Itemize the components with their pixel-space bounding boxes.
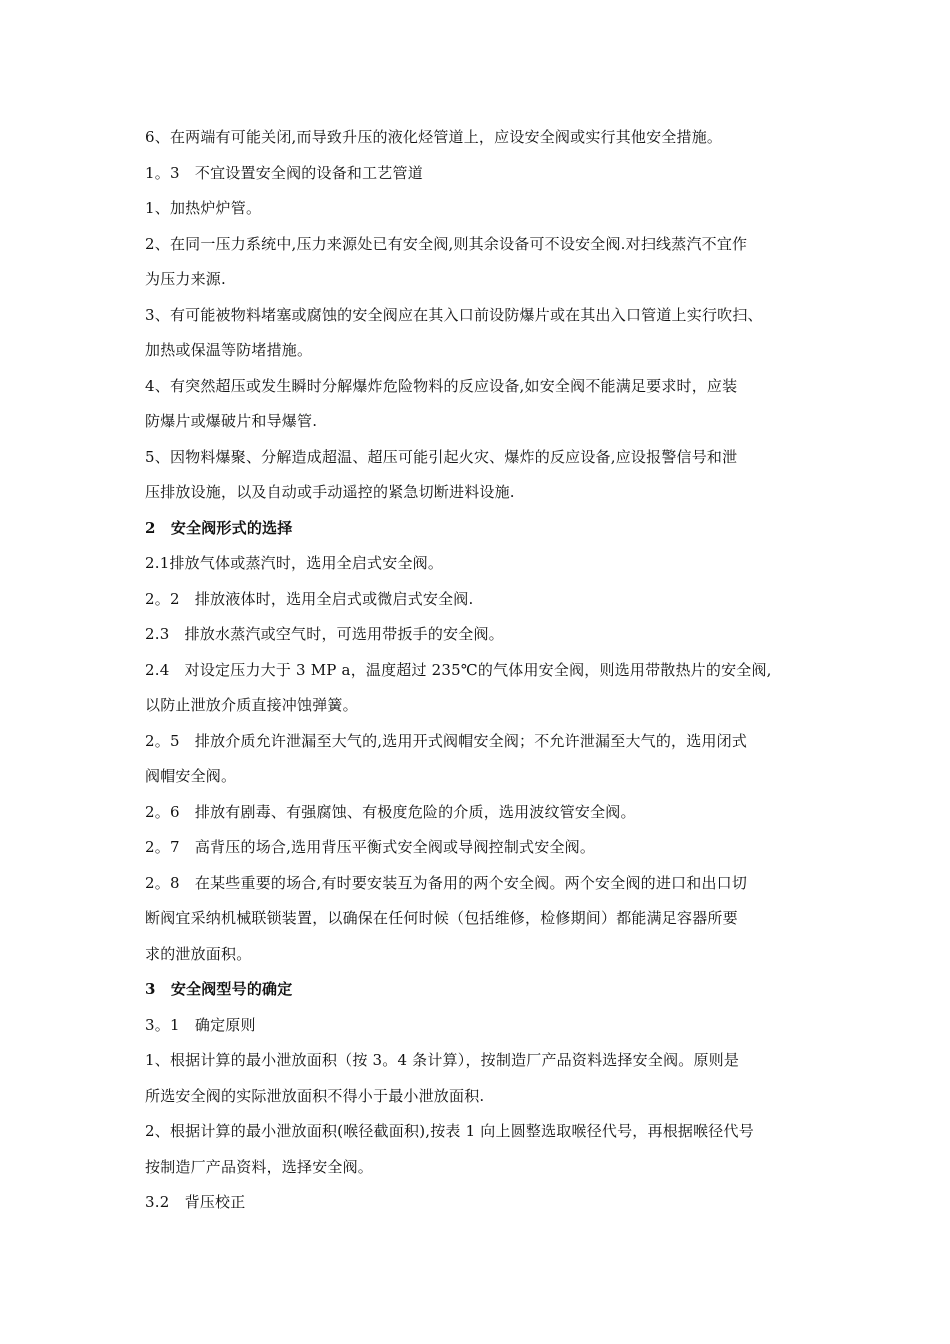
text-line: 2。6 排放有剧毒、有强腐蚀、有极度危险的介质，选用波纹管安全阀。: [145, 802, 636, 821]
text-line: 按制造厂产品资料，选择安全阀。: [145, 1157, 374, 1176]
text-line: 3。1 确定原则: [145, 1015, 256, 1034]
text-line: 为压力来源.: [145, 270, 226, 288]
text-line: 2、根据计算的最小泄放面积(喉径截面积),按表 1 向上圆整选取喉径代号，再根据喉径代号: [145, 1122, 754, 1140]
text-line: 加热或保温等防堵措施。: [145, 341, 313, 359]
text-line: 1、根据计算的最小泄放面积（按 3。4 条计算），按制造厂产品资料选择安全阀。原则是: [145, 1051, 740, 1069]
section-heading: 3 安全阀型号的确定: [145, 980, 293, 998]
text-line: 断阀宜采纳机械联锁装置，以确保在任何时候（包括维修，检修期间）都能满足容器所要: [145, 909, 738, 927]
text-line: 2。8 在某些重要的场合,有时要安装互为备用的两个安全阀。两个安全阀的进口和出口切: [145, 873, 748, 892]
text-line: 1、加热炉炉管。: [145, 199, 262, 217]
text-line: 5、因物料爆聚、分解造成超温、超压可能引起火灾、爆炸的反应设备,应设报警信号和泄: [145, 447, 738, 466]
text-line: 求的泄放面积。: [145, 944, 252, 963]
text-line: 2。2 排放液体时，选用全启式或微启式安全阀.: [145, 589, 474, 608]
text-line: 2.3 排放水蒸汽或空气时，可选用带扳手的安全阀。: [145, 625, 504, 643]
text-line: 所选安全阀的实际泄放面积不得小于最小泄放面积.: [145, 1086, 485, 1105]
text-line: 阀帽安全阀。: [145, 767, 237, 785]
text-line: 2.1排放气体或蒸汽时，选用全启式安全阀。: [145, 554, 444, 572]
text-line: 3、有可能被物料堵塞或腐蚀的安全阀应在其入口前设防爆片或在其出入口管道上实行吹扫、: [145, 305, 763, 324]
document-body: [145, 120, 825, 1221]
text-line: 2、在同一压力系统中,压力来源处已有安全阀,则其余设备可不设安全阀.对扫线蒸汽不宜作: [145, 234, 748, 253]
text-line: 6、在两端有可能关闭,而导致升压的液化烃管道上，应设安全阀或实行其他安全措施。: [145, 128, 723, 146]
text-line: 4、有突然超压或发生瞬时分解爆炸危险物料的反应设备,如安全阀不能满足要求时，应装: [145, 376, 738, 395]
text-line: 2。7 高背压的场合,选用背压平衡式安全阀或导阀控制式安全阀。: [145, 838, 596, 856]
text-line: 防爆片或爆破片和导爆管.: [145, 412, 318, 430]
section-heading: 2 安全阀形式的选择: [145, 518, 293, 537]
text-line: 1。3 不宜设置安全阀的设备和工艺管道: [145, 163, 423, 182]
text-line: 2。5 排放介质允许泄漏至大气的,选用开式阀帽安全阀；不允许泄漏至大气的，选用闭式: [145, 731, 748, 750]
text-line: 3.2 背压校正: [145, 1193, 246, 1211]
text-line: 以防止泄放介质直接冲蚀弹簧。: [145, 696, 358, 714]
text-line: 压排放设施，以及自动或手动遥控的紧急切断进料设施.: [145, 483, 515, 501]
text-line: 2.4 对设定压力大于 3 MP a，温度超过 235℃的气体用安全阀，则选用带散热片的安全阀,: [145, 660, 772, 679]
